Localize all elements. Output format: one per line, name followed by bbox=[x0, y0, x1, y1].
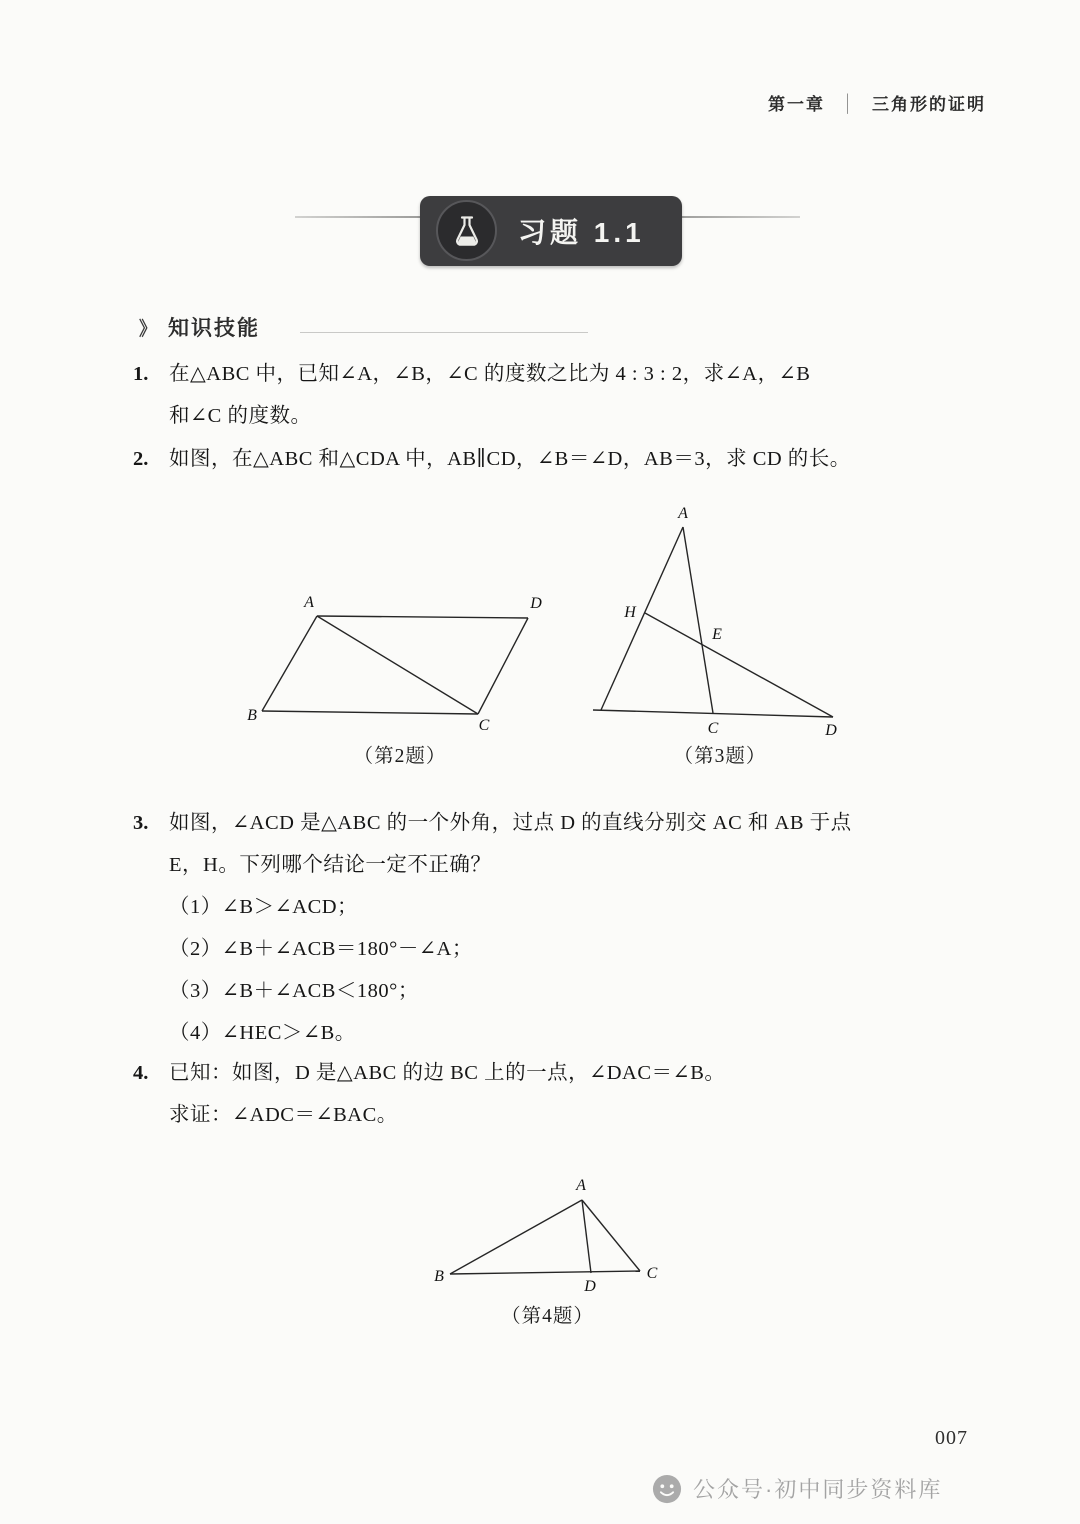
problem-3 bbox=[133, 802, 1023, 1054]
chapter-label: 第一章 bbox=[768, 95, 825, 114]
fig3-vertex-label-a: A bbox=[678, 505, 688, 522]
figure-3-caption: （第3题） bbox=[673, 746, 767, 767]
problem-3-number: 3. bbox=[133, 812, 149, 834]
section-rule-line bbox=[300, 332, 588, 333]
fig2-vertex-label-d: D bbox=[530, 595, 542, 612]
problem-2-line-1: 如图，在△ABC 和△CDA 中，AB∥CD，∠B＝∠D，AB＝3，求 CD 的长。 bbox=[169, 448, 851, 470]
figure-4-caption: （第4题） bbox=[501, 1306, 594, 1327]
fig4-vertex-label-d: D bbox=[584, 1278, 596, 1295]
section-label: 知识技能 bbox=[168, 317, 261, 340]
problem-2 bbox=[133, 438, 1023, 480]
problem-3-option-3: （3）∠B＋∠ACB＜180°； bbox=[169, 980, 419, 1002]
problem-4-number: 4. bbox=[133, 1062, 149, 1084]
problem-1 bbox=[133, 353, 1023, 437]
figure-3-diagram bbox=[585, 505, 855, 740]
fig2-vertex-label-c: C bbox=[478, 717, 490, 734]
fig2-vertex-label-a: A bbox=[304, 594, 314, 611]
problem-1-line-2: 和∠C 的度数。 bbox=[169, 405, 312, 427]
problem-3-option-4: （4）∠HEC＞∠B。 bbox=[169, 1022, 356, 1044]
section-arrow-icon: 》 bbox=[139, 318, 158, 340]
chapter-title: 三角形的证明 bbox=[872, 95, 986, 114]
fig4-vertex-label-c: C bbox=[646, 1265, 658, 1282]
problem-2-number: 2. bbox=[133, 448, 149, 470]
fig4-vertex-label-b: B bbox=[434, 1268, 444, 1285]
problem-4 bbox=[133, 1052, 1023, 1136]
figure-4-diagram bbox=[430, 1178, 665, 1296]
page-header bbox=[768, 90, 986, 115]
fig4-vertex-label-a: A bbox=[576, 1178, 586, 1194]
problem-4-line-2: 求证：∠ADC＝∠BAC。 bbox=[169, 1104, 398, 1126]
fig3-vertex-label-d: D bbox=[825, 722, 837, 739]
problem-3-option-2: （2）∠B＋∠ACB＝180°－∠A； bbox=[169, 938, 473, 960]
problem-3-line-1: 如图，∠ACD 是△ABC 的一个外角，过点 D 的直线分别交 AC 和 AB 于点 bbox=[169, 812, 852, 834]
problem-3-option-1: （1）∠B＞∠ACD； bbox=[169, 896, 359, 918]
flask-icon bbox=[436, 200, 497, 261]
header-divider: ｜ bbox=[839, 93, 858, 117]
figure-2-diagram bbox=[245, 588, 555, 738]
official-account-icon bbox=[652, 1474, 682, 1504]
page-number: 007 bbox=[935, 1427, 968, 1449]
fig2-vertex-label-b: B bbox=[247, 707, 257, 724]
problem-1-line-1: 在△ABC 中，已知∠A，∠B，∠C 的度数之比为 4 : 3 : 2，求∠A，∠B bbox=[169, 363, 811, 385]
watermark-text: 公众号·初中同步资料库 bbox=[693, 1477, 943, 1502]
fig3-vertex-label-e: E bbox=[712, 626, 722, 643]
problem-4-line-1: 已知：如图，D 是△ABC 的边 BC 上的一点，∠DAC＝∠B。 bbox=[169, 1062, 726, 1084]
watermark-footer bbox=[652, 1473, 942, 1504]
exercise-title: 习题 1.1 bbox=[518, 217, 645, 248]
fig3-vertex-label-c: C bbox=[707, 720, 719, 737]
exercise-banner bbox=[420, 196, 682, 266]
section-heading bbox=[138, 312, 260, 342]
fig3-vertex-label-h: H bbox=[624, 604, 636, 621]
figure-2-caption: （第2题） bbox=[353, 746, 447, 767]
problem-1-number: 1. bbox=[133, 363, 149, 385]
problem-3-line-2: E，H。下列哪个结论一定不正确？ bbox=[169, 854, 492, 876]
